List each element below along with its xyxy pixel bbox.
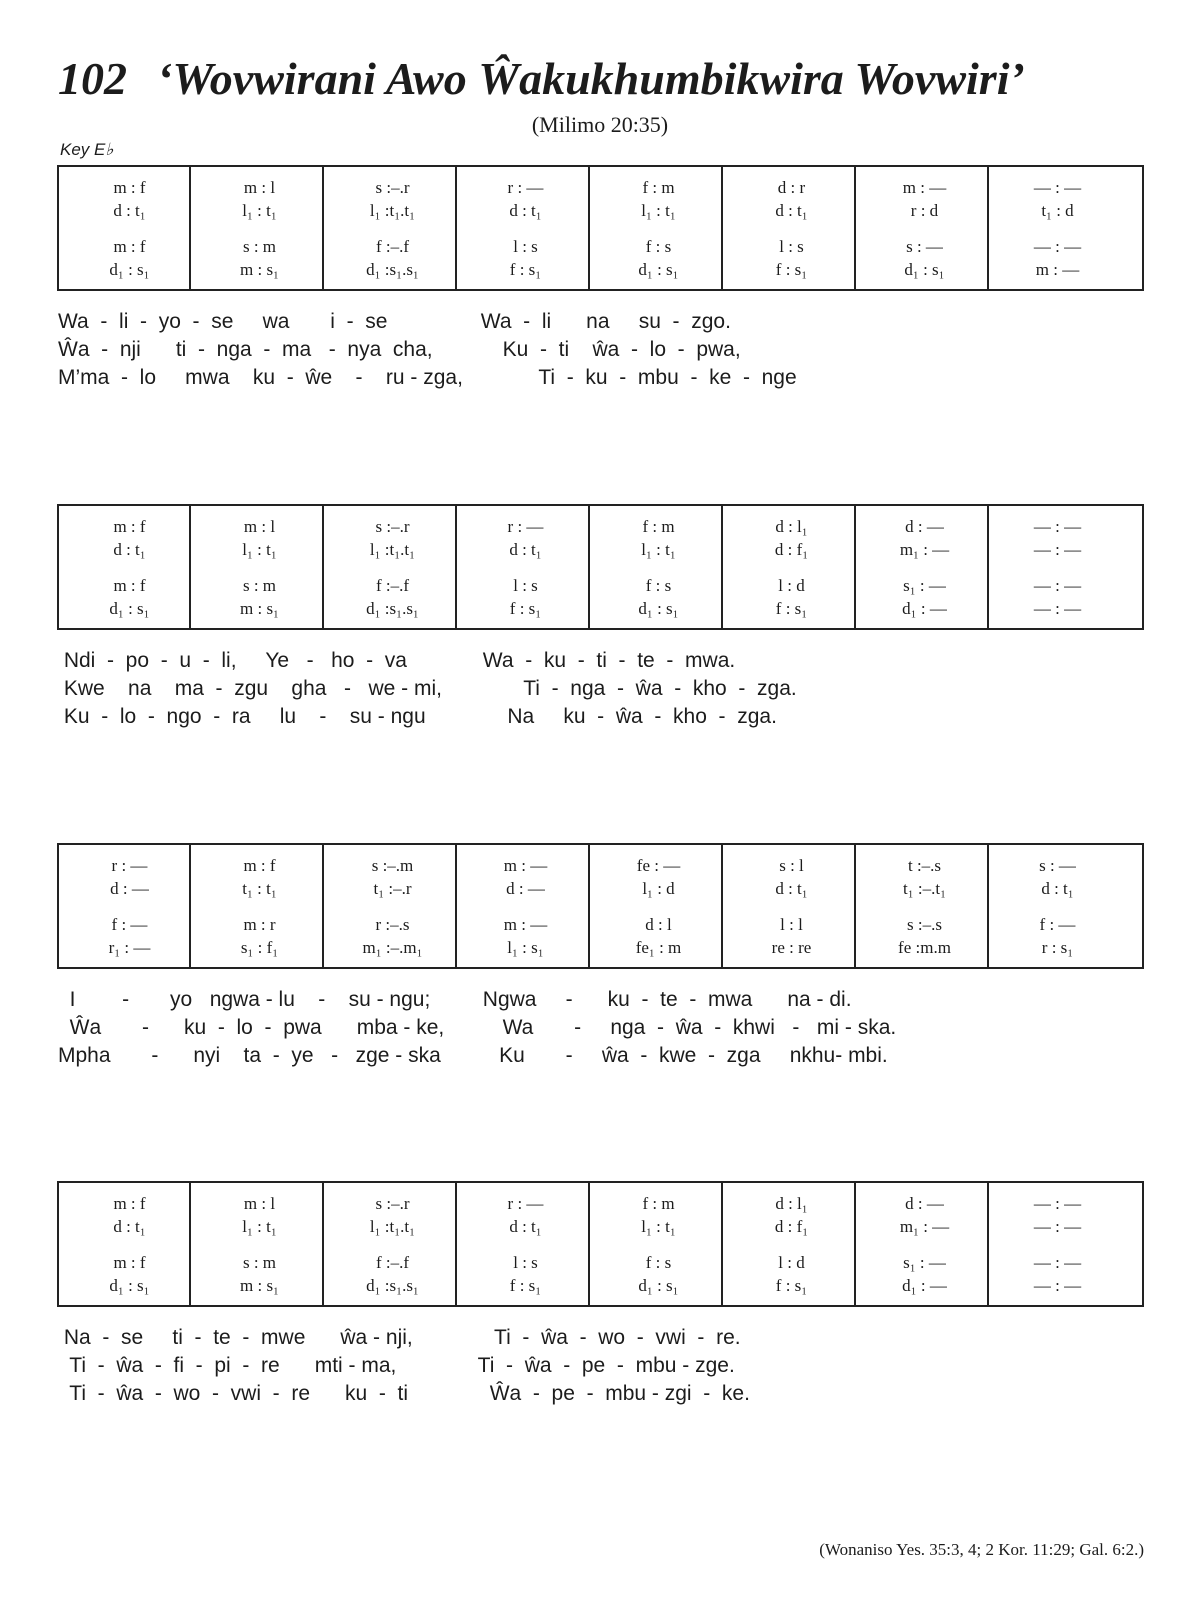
- solfa-cell: m : s₁: [240, 599, 279, 618]
- solfa-cell: m : —: [503, 856, 548, 875]
- solfa-cell: s : l: [779, 856, 804, 875]
- solfa-cell: f : —: [1039, 915, 1076, 934]
- solfa-cell: l₁ : t₁: [641, 1217, 676, 1236]
- solfa-cell: l₁ : t₁: [242, 201, 277, 220]
- bar-line: [322, 845, 324, 967]
- solfa-cell: d₁ :s₁.s₁: [366, 599, 419, 618]
- solfa-cell: d : —: [905, 1194, 944, 1213]
- solfa-cell: f : s: [645, 237, 672, 256]
- solfa-cell: f : s₁: [509, 599, 542, 618]
- solfa-cell: d : t₁: [775, 879, 808, 898]
- notation-system-3: [57, 843, 1144, 969]
- solfa-cell: — : —: [1033, 178, 1082, 197]
- solfa-cell: f : m: [642, 517, 675, 536]
- solfa-cell: l₁ :t₁.t₁: [369, 1217, 416, 1236]
- lyric-line: Ti - ŵa - wo - vwi - re ku - ti Ŵa - pe - mbu - zgi - ke.: [58, 1382, 750, 1405]
- solfa-cell: s :–.s: [907, 915, 942, 934]
- solfa-cell: f : s: [645, 576, 672, 595]
- solfa-cell: r : —: [507, 1194, 544, 1213]
- bar-line: [854, 1183, 856, 1305]
- solfa-cell: l : s: [513, 237, 538, 256]
- bar-line: [854, 167, 856, 289]
- solfa-cell: f : s₁: [509, 260, 542, 279]
- solfa-cell: t₁ : t₁: [242, 879, 277, 898]
- solfa-cell: d : f₁: [774, 540, 809, 559]
- solfa-cell: s₁ : f₁: [240, 938, 279, 957]
- solfa-cell: d₁ : s₁: [109, 1276, 150, 1295]
- solfa-cell: m : —: [902, 178, 947, 197]
- lyric-line: Mpha - nyi ta - ye - zge - ska Ku - ŵa - kwe - zga nkhu- mbi.: [58, 1044, 888, 1067]
- solfa-cell: l₁ : t₁: [242, 540, 277, 559]
- solfa-cell: m₁ : —: [899, 1217, 950, 1236]
- solfa-cell: — : —: [1033, 1217, 1082, 1236]
- solfa-cell: r₁ : —: [108, 938, 151, 957]
- solfa-cell: — : —: [1033, 517, 1082, 536]
- solfa-cell: s : —: [1039, 856, 1076, 875]
- bar-line: [721, 167, 723, 289]
- notation-system-4: [57, 1181, 1144, 1307]
- solfa-cell: r : —: [111, 856, 148, 875]
- solfa-cell: d : —: [506, 879, 545, 898]
- solfa-cell: d : f₁: [774, 1217, 809, 1236]
- solfa-cell: d₁ : —: [902, 599, 947, 618]
- solfa-cell: d : t₁: [775, 201, 808, 220]
- solfa-cell: d₁ : s₁: [638, 599, 679, 618]
- solfa-cell: m₁ : —: [899, 540, 950, 559]
- bar-line: [854, 845, 856, 967]
- solfa-cell: f :–.f: [375, 237, 410, 256]
- solfa-cell: d₁ : s₁: [638, 260, 679, 279]
- solfa-cell: s₁ : —: [903, 1253, 946, 1272]
- lyrics-block-1: [58, 308, 1144, 392]
- solfa-cell: d : l₁: [775, 1194, 808, 1213]
- solfa-cell: d : t₁: [113, 1217, 146, 1236]
- solfa-cell: fe : —: [636, 856, 681, 875]
- solfa-cell: f : —: [111, 915, 148, 934]
- solfa-cell: f :–.f: [375, 1253, 410, 1272]
- notation-system-1: [57, 165, 1144, 291]
- solfa-cell: — : —: [1033, 1253, 1082, 1272]
- solfa-cell: m : f: [243, 856, 276, 875]
- hymn-number: 102: [58, 53, 127, 104]
- bar-line: [588, 167, 590, 289]
- solfa-cell: s : m: [242, 237, 277, 256]
- solfa-cell: d₁ : s₁: [904, 260, 945, 279]
- lyric-line: Ti - ŵa - fi - pi - re mti - ma, Ti - ŵa - pe - mbu - zge.: [58, 1354, 735, 1377]
- solfa-cell: — : —: [1033, 1276, 1082, 1295]
- solfa-cell: t :–.s: [907, 856, 942, 875]
- solfa-cell: l₁ : t₁: [641, 540, 676, 559]
- solfa-cell: m : f: [113, 576, 146, 595]
- bar-line: [588, 845, 590, 967]
- key-signature: Key E♭: [60, 140, 114, 159]
- bar-line: [987, 167, 989, 289]
- footer-references: (Wonaniso Yes. 35:3, 4; 2 Kor. 11:29; Gal. 6:2.): [819, 1540, 1144, 1559]
- solfa-cell: m : s₁: [240, 260, 279, 279]
- solfa-cell: f : s₁: [775, 1276, 808, 1295]
- solfa-cell: d : l: [645, 915, 672, 934]
- solfa-cell: m : r: [243, 915, 276, 934]
- solfa-cell: fe :m.m: [898, 938, 951, 957]
- bar-line: [721, 506, 723, 628]
- solfa-cell: m : f: [113, 1253, 146, 1272]
- bar-line: [322, 506, 324, 628]
- solfa-cell: — : —: [1033, 599, 1082, 618]
- bar-line: [455, 1183, 457, 1305]
- lyric-line: Wa - li - yo - se wa i - se Wa - li na su - zgo.: [58, 310, 731, 333]
- solfa-cell: l₁ : t₁: [641, 201, 676, 220]
- solfa-cell: l : d: [778, 576, 805, 595]
- solfa-cell: s :–.r: [375, 178, 410, 197]
- solfa-cell: d₁ : s₁: [638, 1276, 679, 1295]
- bar-line: [987, 845, 989, 967]
- lyric-line: Ku - lo - ngo - ra lu - su - ngu Na ku - ŵa - kho - zga.: [58, 705, 777, 728]
- solfa-cell: f : s₁: [775, 599, 808, 618]
- solfa-cell: f : m: [642, 178, 675, 197]
- solfa-cell: d : l₁: [775, 517, 808, 536]
- solfa-cell: m : s₁: [240, 1276, 279, 1295]
- notation-system-2: [57, 504, 1144, 630]
- lyrics-block-2: [58, 647, 1144, 731]
- bar-line: [322, 1183, 324, 1305]
- solfa-cell: l₁ :t₁.t₁: [369, 540, 416, 559]
- bar-line: [455, 845, 457, 967]
- solfa-cell: r : d: [910, 201, 939, 220]
- solfa-cell: fe₁ : m: [635, 938, 682, 957]
- solfa-cell: m₁ :–.m₁: [362, 938, 423, 957]
- solfa-cell: s₁ : —: [903, 576, 946, 595]
- solfa-cell: s : —: [906, 237, 943, 256]
- solfa-cell: t₁ : d: [1041, 201, 1074, 220]
- solfa-cell: d : —: [905, 517, 944, 536]
- solfa-cell: l : s: [513, 1253, 538, 1272]
- solfa-cell: s :–.m: [371, 856, 414, 875]
- solfa-cell: r : —: [507, 517, 544, 536]
- solfa-cell: l₁ :t₁.t₁: [369, 201, 416, 220]
- lyric-line: Ŵa - ku - lo - pwa mba - ke, Wa - nga - ŵa - khwi - mi - ska.: [58, 1016, 897, 1039]
- solfa-cell: r : s₁: [1041, 938, 1074, 957]
- solfa-cell: l₁ : t₁: [242, 1217, 277, 1236]
- solfa-cell: d₁ : —: [902, 1276, 947, 1295]
- solfa-cell: t₁ :–.r: [373, 879, 412, 898]
- solfa-cell: re : re: [771, 938, 812, 957]
- solfa-cell: l₁ : d: [642, 879, 675, 898]
- solfa-cell: d₁ :s₁.s₁: [366, 1276, 419, 1295]
- solfa-cell: l₁ : s₁: [507, 938, 544, 957]
- bar-line: [854, 506, 856, 628]
- solfa-cell: d : t₁: [509, 1217, 542, 1236]
- solfa-cell: f : s₁: [775, 260, 808, 279]
- solfa-cell: m : l: [243, 517, 276, 536]
- lyric-line: Kwe na ma - zgu gha - we - mi, Ti - nga - ŵa - kho - zga.: [58, 677, 797, 700]
- bar-line: [721, 845, 723, 967]
- solfa-cell: m : l: [243, 178, 276, 197]
- lyrics-block-3: [58, 986, 1144, 1070]
- hymn-title: [58, 52, 1025, 105]
- bar-line: [588, 1183, 590, 1305]
- lyric-line: Ndi - po - u - li, Ye - ho - va Wa - ku - ti - te - mwa.: [58, 649, 736, 672]
- bar-line: [455, 506, 457, 628]
- solfa-cell: — : —: [1033, 540, 1082, 559]
- solfa-cell: f : s₁: [509, 1276, 542, 1295]
- solfa-cell: — : —: [1033, 576, 1082, 595]
- bar-line: [322, 167, 324, 289]
- solfa-cell: d : t₁: [1041, 879, 1074, 898]
- scripture-reference: (Milimo 20:35): [531, 112, 669, 137]
- lyric-line: Na - se ti - te - mwe ŵa - nji, Ti - ŵa - wo - vwi - re.: [58, 1326, 741, 1349]
- solfa-cell: d : t₁: [509, 201, 542, 220]
- solfa-cell: d : t₁: [113, 201, 146, 220]
- lyrics-block-4: [58, 1324, 1144, 1408]
- solfa-cell: s :–.r: [375, 517, 410, 536]
- solfa-cell: f : s: [645, 1253, 672, 1272]
- solfa-cell: m : —: [1035, 260, 1080, 279]
- bar-line: [987, 506, 989, 628]
- solfa-cell: — : —: [1033, 237, 1082, 256]
- lyric-line: I - yo ngwa - lu - su - ngu; Ngwa - ku - te - mwa na - di.: [58, 988, 852, 1011]
- solfa-cell: — : —: [1033, 1194, 1082, 1213]
- solfa-cell: d : r: [777, 178, 806, 197]
- lyric-line: M’ma - lo mwa ku - ŵe - ru - zga, Ti - ku - mbu - ke - nge: [58, 366, 797, 389]
- solfa-cell: m : f: [113, 178, 146, 197]
- solfa-cell: m : —: [503, 915, 548, 934]
- solfa-cell: d : t₁: [509, 540, 542, 559]
- solfa-cell: d : —: [110, 879, 149, 898]
- solfa-cell: f :–.f: [375, 576, 410, 595]
- lyric-line: Ŵa - nji ti - nga - ma - nya cha, Ku - ti ŵa - lo - pwa,: [58, 338, 741, 361]
- hymn-title-text: ‘Wovwirani Awo Ŵakukhumbikwira Wovwiri’: [157, 53, 1025, 104]
- solfa-cell: s :–.r: [375, 1194, 410, 1213]
- solfa-cell: s : m: [242, 576, 277, 595]
- solfa-cell: d₁ : s₁: [109, 260, 150, 279]
- bar-line: [987, 1183, 989, 1305]
- solfa-cell: m : f: [113, 237, 146, 256]
- solfa-cell: s : m: [242, 1253, 277, 1272]
- solfa-cell: f : m: [642, 1194, 675, 1213]
- solfa-cell: d : t₁: [113, 540, 146, 559]
- solfa-cell: r : —: [507, 178, 544, 197]
- solfa-cell: m : f: [113, 517, 146, 536]
- solfa-cell: l : l: [780, 915, 803, 934]
- solfa-cell: m : f: [113, 1194, 146, 1213]
- bar-line: [455, 167, 457, 289]
- bar-line: [588, 506, 590, 628]
- bar-line: [721, 1183, 723, 1305]
- solfa-cell: l : d: [778, 1253, 805, 1272]
- solfa-cell: l : s: [779, 237, 804, 256]
- solfa-cell: r :–.s: [375, 915, 410, 934]
- solfa-cell: d₁ : s₁: [109, 599, 150, 618]
- solfa-cell: l : s: [513, 576, 538, 595]
- solfa-cell: m : l: [243, 1194, 276, 1213]
- solfa-cell: t₁ :–.t₁: [902, 879, 947, 898]
- solfa-cell: d₁ :s₁.s₁: [366, 260, 419, 279]
